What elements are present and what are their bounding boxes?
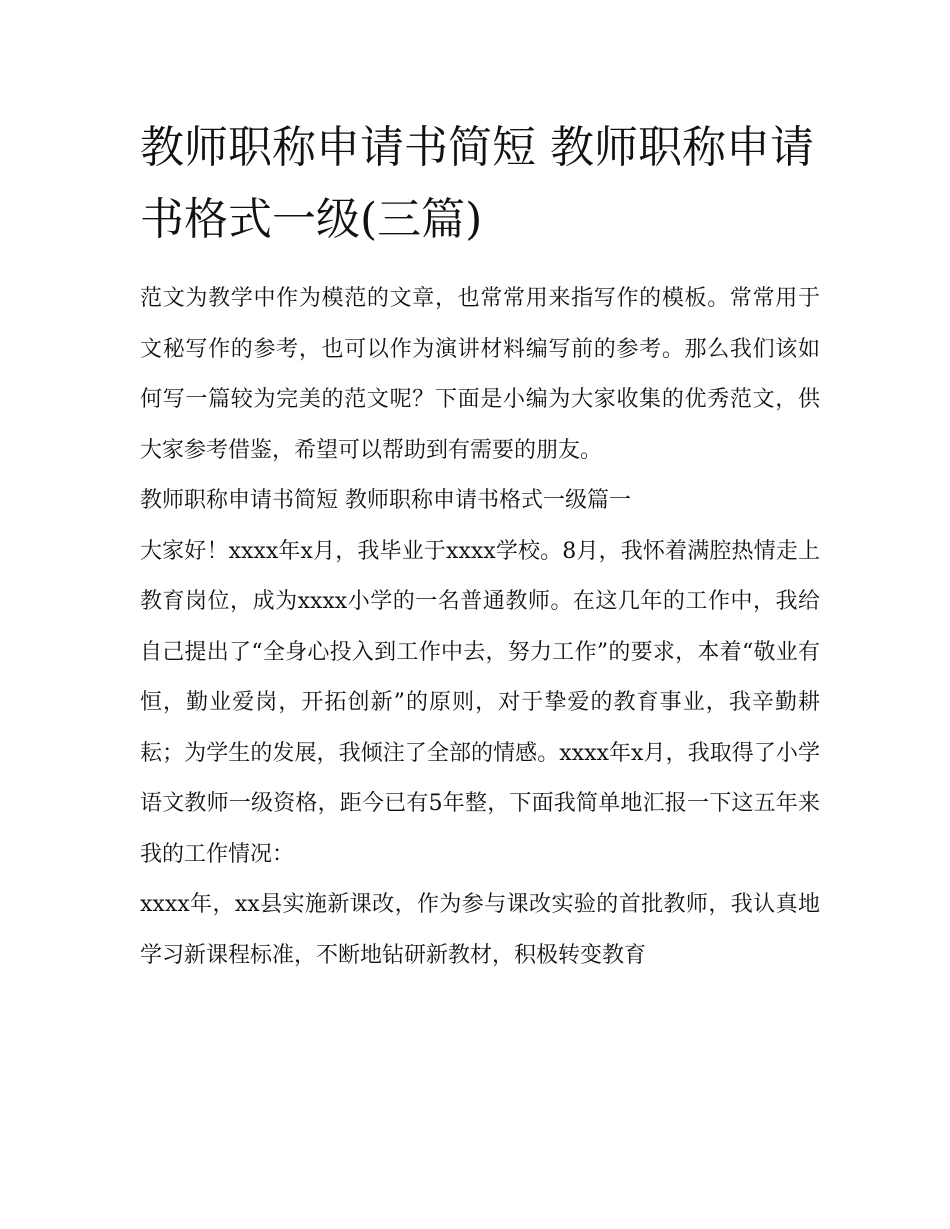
body-paragraph: xxxx年，xx县实施新课改，作为参与课改实验的首批教师，我认真地学习新课程标准，不断地钻研新教材，积极转变教育: [140, 892, 820, 968]
body-paragraph: 大家好！xxxx年x月，我毕业于xxxx学校。8月，我怀着满腔热情走上教育岗位，成为xxxx小学的一名普通教师。在这几年的工作中，我给自己提出了“全身心投入到工作中去，努力工作”的要求，本着“敬业有恒，勤业爱岗，开拓创新”的原则，对于挚爱的教育事业，我辛勤耕耘；为学生的发展，我倾注了全部的情感。xxxx年x月，我取得了小学语文教师一级资格，距今已有5年整，下面我简单地汇报一下这五年来我的工作情况：: [140, 538, 820, 867]
document-body: [140, 112, 820, 981]
intro-paragraph: 范文为教学中作为模范的文章，也常常用来指写作的模板。常常用于文秘写作的参考，也可以作为演讲材料编写前的参考。那么我们该如何写一篇较为完美的范文呢？下面是小编为大家收集的优秀范文，供大家参考借鉴，希望可以帮助到有需要的朋友。: [140, 286, 820, 463]
document-title: 教师职称申请书简短 教师职称申请书格式一级(三篇): [140, 122, 814, 245]
section-heading: 教师职称申请书简短 教师职称申请书格式一级篇一: [140, 488, 631, 513]
